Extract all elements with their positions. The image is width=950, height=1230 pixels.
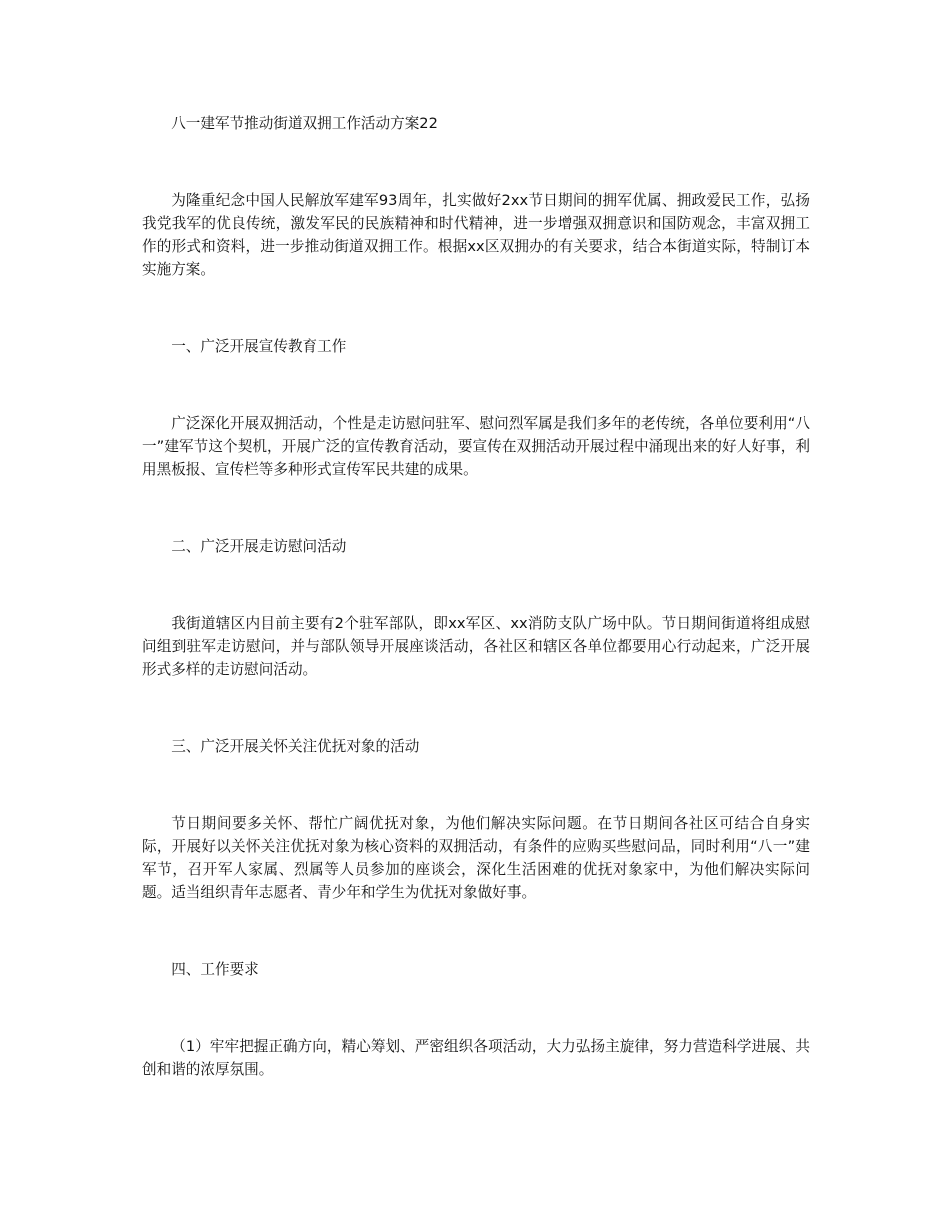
section-heading-1: 一、广泛开展宣传教育工作 <box>171 338 347 355</box>
section-heading-3: 三、广泛开展关怀关注优抚对象的活动 <box>171 738 420 755</box>
document-title: 八一建军节推动街道双拥工作活动方案22 <box>171 115 438 132</box>
document-body <box>142 112 810 1081</box>
section-body-1: 广泛深化开展双拥活动，个性是走访慰问驻军、慰问烈军属是我们多年的老传统，各单位要利用“八一”建军节这个契机，开展广泛的宣传教育活动，要宣传在双拥活动开展过程中涌现出来的好人好事，利用黑板报、宣传栏等多种形式宣传军民共建的成果。 <box>142 415 810 478</box>
section-body-3: 节日期间要多关怀、帮忙广阔优抚对象，为他们解决实际问题。在节日期间各社区可结合自身实际，开展好以关怀关注优抚对象为核心资料的双拥活动，有条件的应购买些慰问品，同时利用“八一”建军节，召开军人家属、烈属等人员参加的座谈会，深化生活困难的优抚对象家中，为他们解决实际问题。适当组织青年志愿者、青少年和学生为优抚对象做好事。 <box>142 815 810 901</box>
section-body-4: （1）牢牢把握正确方向，精心筹划、严密组织各项活动，大力弘扬主旋律，努力营造科学进展、共创和谐的浓厚氛围。 <box>142 1038 810 1078</box>
intro-paragraph: 为隆重纪念中国人民解放军建军93周年，扎实做好2xx节日期间的拥军优属、拥政爱民工作，弘扬我党我军的优良传统，激发军民的民族精神和时代精神，进一步增强双拥意识和国防观念，丰富双拥工作的形式和资料，进一步推动街道双拥工作。根据xx区双拥办的有关要求，结合本街道实际，特制订本实施方案。 <box>142 192 810 278</box>
section-heading-2: 二、广泛开展走访慰问活动 <box>171 538 347 555</box>
section-body-2: 我街道辖区内目前主要有2个驻军部队，即xx军区、xx消防支队广场中队。节日期间街道将组成慰问组到驻军走访慰问，并与部队领导开展座谈活动，各社区和辖区各单位都要用心行动起来，广泛开展形式多样的走访慰问活动。 <box>142 615 810 678</box>
section-heading-4: 四、工作要求 <box>171 961 259 978</box>
